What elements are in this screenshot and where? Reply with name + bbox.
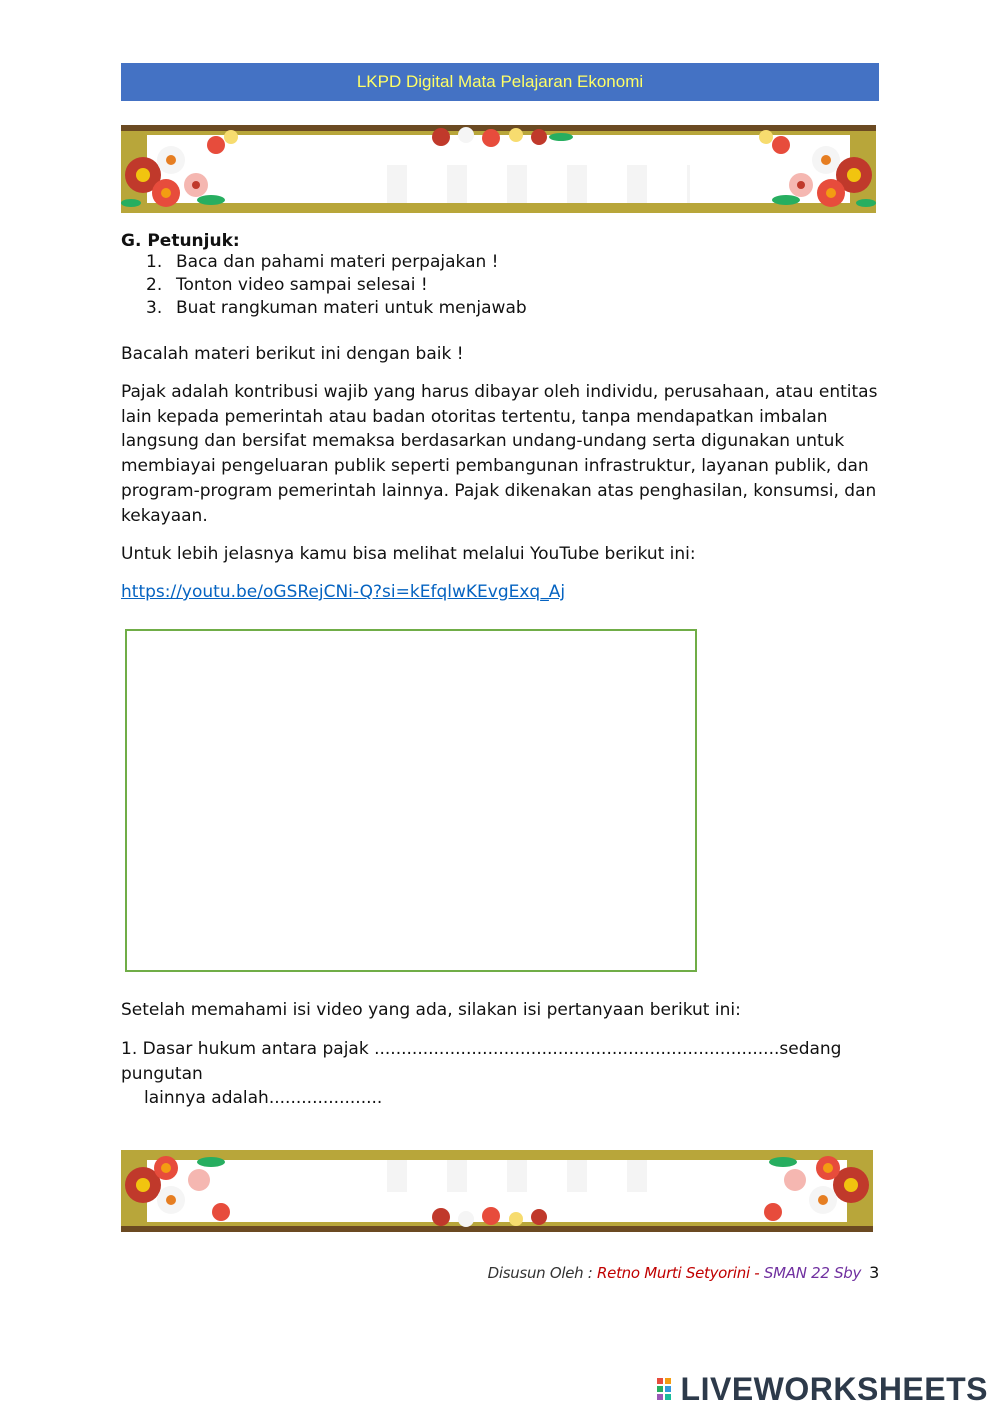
video-intro-text: Untuk lebih jelasnya kamu bisa melihat melalui YouTube berikut ini: — [121, 544, 696, 564]
flower-decoration-icon — [411, 1192, 591, 1232]
intro-text: Bacalah materi berikut ini dengan baik ! — [121, 344, 464, 364]
instructions-heading: G. Petunjuk: — [121, 231, 240, 251]
flower-decoration-icon — [743, 1150, 873, 1232]
list-item: 1. Baca dan pahami materi perpajakan ! — [146, 252, 499, 272]
liveworksheets-logo-icon — [657, 1378, 679, 1402]
list-item: 3. Buat rangkuman materi untuk menjawab — [146, 298, 527, 318]
question-1-line-2: lainnya adalah..................... — [144, 1088, 383, 1109]
flower-decoration-icon — [121, 125, 251, 213]
list-item: 2. Tonton video sampai selesai ! — [146, 275, 428, 295]
video-embed-frame[interactable] — [125, 629, 697, 972]
tax-definition-paragraph: Pajak adalah kontribusi wajib yang harus dibayar oleh individu, perusahaan, atau entitas lain kepada pemerintah atau badan otoritas tertentu, tanpa mendapatkan imbalan langsung dan bersifat memaksa berdasarkan undang-undang serta digunakan untuk membiayai pengeluaran publik seperti pembangunan infrastruktur, layanan publik, dan program-program pemerintah lainnya. Pajak dikenakan atas penghasilan, konsumsi, dan kekayaan. — [121, 382, 878, 526]
flower-decoration-icon — [746, 125, 876, 213]
floral-banner-bottom — [121, 1150, 873, 1232]
flower-decoration-icon — [121, 1150, 251, 1232]
instructions-list — [121, 251, 527, 320]
footer-label: Disusun Oleh : — [487, 1264, 598, 1282]
footer-school: SMAN 22 Sby — [763, 1264, 862, 1282]
page-number: 3 — [869, 1263, 879, 1282]
brand-name: LIVEWORKSHEETS — [680, 1371, 988, 1407]
page-footer — [488, 1263, 879, 1282]
flower-decoration-icon — [411, 125, 591, 165]
question-1 — [121, 1037, 881, 1111]
question-1-line-1: 1. Dasar hukum antara pajak ...........................................................................sedang pungutan — [121, 1039, 842, 1084]
floral-banner-top — [121, 125, 876, 213]
youtube-link[interactable]: https://youtu.be/oGSRejCNi-Q?si=kEfqlwKEvgExq_Aj — [121, 582, 566, 602]
header-title: LKPD Digital Mata Pelajaran Ekonomi — [356, 72, 644, 91]
question-intro-text: Setelah memahami isi video yang ada, silakan isi pertanyaan berikut ini: — [121, 1000, 741, 1020]
footer-author: Retno Murti Setyorini - — [597, 1264, 764, 1282]
liveworksheets-brand — [657, 1371, 988, 1408]
header-bar — [121, 63, 879, 101]
